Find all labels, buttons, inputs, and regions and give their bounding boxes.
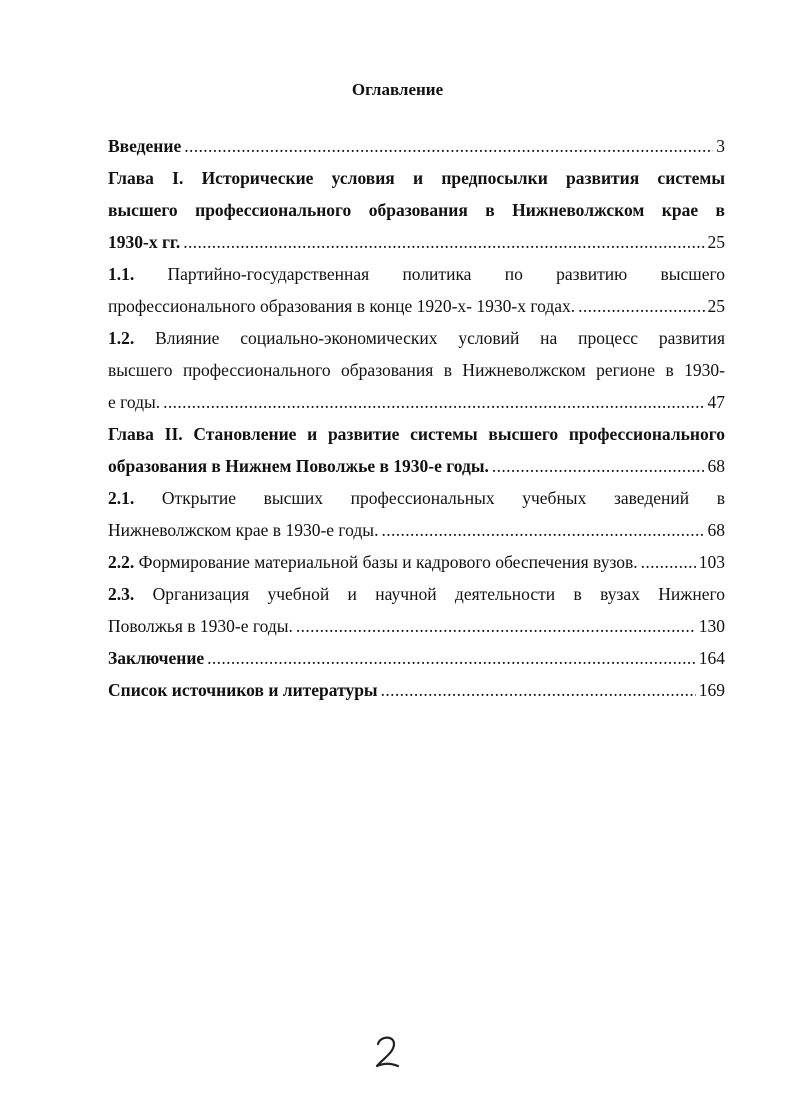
toc-entry-text <box>108 550 638 574</box>
toc-section-1-2-line-2[interactable]: высшего профессионального образования в Нижневолжском регионе в 1930- <box>108 360 725 380</box>
toc-leader-dots <box>183 230 704 254</box>
toc-page-number: 169 <box>698 680 725 700</box>
toc-section-1-1-line-1[interactable] <box>108 262 725 286</box>
toc-entry-label: Список источников и литературы <box>108 680 378 700</box>
toc-chapter-2-line-2[interactable] <box>108 454 725 478</box>
toc-page-number: 3 <box>716 136 725 156</box>
toc-page-number: 25 <box>707 296 725 316</box>
toc-section-number: 2.2. <box>108 552 135 572</box>
toc-section-1-2-line-1[interactable] <box>108 326 725 350</box>
toc-section-2-1-line-1[interactable] <box>108 486 725 510</box>
toc-page-number: 68 <box>707 520 725 540</box>
toc-entry-label: Влияние социально-экономических условий на процесс развития <box>155 328 725 348</box>
toc-entry-label: профессионального образования в конце 1920-х- 1930-х годах. <box>108 296 576 316</box>
toc-leader-dots <box>381 518 704 542</box>
toc-entry-label: Открытие высших профессиональных учебных заведений в <box>161 488 725 508</box>
toc-entry-conclusion[interactable] <box>108 646 725 670</box>
toc-leader-dots <box>184 134 713 158</box>
toc-section-number: 2.1. <box>108 488 135 508</box>
toc-entry-label: образования в Нижнем Поволжье в 1930-е годы. <box>108 456 489 476</box>
toc-page-number: 47 <box>707 392 725 412</box>
toc-entry-label: Организация учебной и научной деятельности в вузах Нижнего <box>152 584 725 604</box>
toc-chapter-1-line-2[interactable]: высшего профессионального образования в Нижневолжском крае в <box>108 200 725 220</box>
toc-chapter-2-line-1[interactable]: Глава II. Становление и развитие системы высшего профессионального <box>108 424 725 444</box>
toc-section-number: 2.3. <box>108 584 135 604</box>
toc-chapter-1-line-3[interactable] <box>108 230 725 254</box>
toc-section-number: 1.1. <box>108 264 135 284</box>
toc-entry-label: Формирование материальной базы и кадрового обеспечения вузов. <box>138 552 638 572</box>
toc-entry-label: е годы. <box>108 392 161 412</box>
toc-entry-label: Поволжья в 1930-е годы. <box>108 616 293 636</box>
toc-section-2-1-line-2[interactable] <box>108 518 725 542</box>
page-title: Оглавление <box>351 80 444 99</box>
toc-entry-label: Заключение <box>108 648 205 668</box>
toc-section-2-3-line-2[interactable] <box>108 614 725 638</box>
handwritten-page-number-icon <box>372 1032 402 1072</box>
toc-leader-dots <box>381 678 696 702</box>
toc-leader-dots <box>641 550 696 574</box>
toc-entry-label: 1930-х гг. <box>108 232 181 252</box>
toc-leader-dots <box>207 646 696 670</box>
toc-page-number: 25 <box>707 232 725 252</box>
toc-entry-label: Партийно-государственная политика по развитию высшего <box>167 264 725 284</box>
toc-leader-dots <box>296 614 696 638</box>
toc-page-number: 130 <box>698 616 725 636</box>
toc-page-number: 164 <box>698 648 725 668</box>
toc-page-number: 68 <box>707 456 725 476</box>
toc-chapter-1-line-1[interactable]: Глава I. Исторические условия и предпосылки развития системы <box>108 168 725 188</box>
toc-entry-sources[interactable] <box>108 678 725 702</box>
toc-page-number: 103 <box>698 552 725 572</box>
toc-section-number: 1.2. <box>108 328 135 348</box>
toc-leader-dots <box>163 390 704 414</box>
toc-section-1-1-line-2[interactable] <box>108 294 725 318</box>
toc-entry-label: Нижневолжском крае в 1930-е годы. <box>108 520 379 540</box>
toc-section-2-2[interactable] <box>108 550 725 574</box>
toc-entry-intro[interactable] <box>108 134 725 158</box>
toc-entry-label: Введение <box>108 136 182 156</box>
toc-leader-dots <box>578 294 704 318</box>
toc-section-2-3-line-1[interactable] <box>108 582 725 606</box>
toc-leader-dots <box>492 454 705 478</box>
toc-section-1-2-line-3[interactable] <box>108 390 725 414</box>
